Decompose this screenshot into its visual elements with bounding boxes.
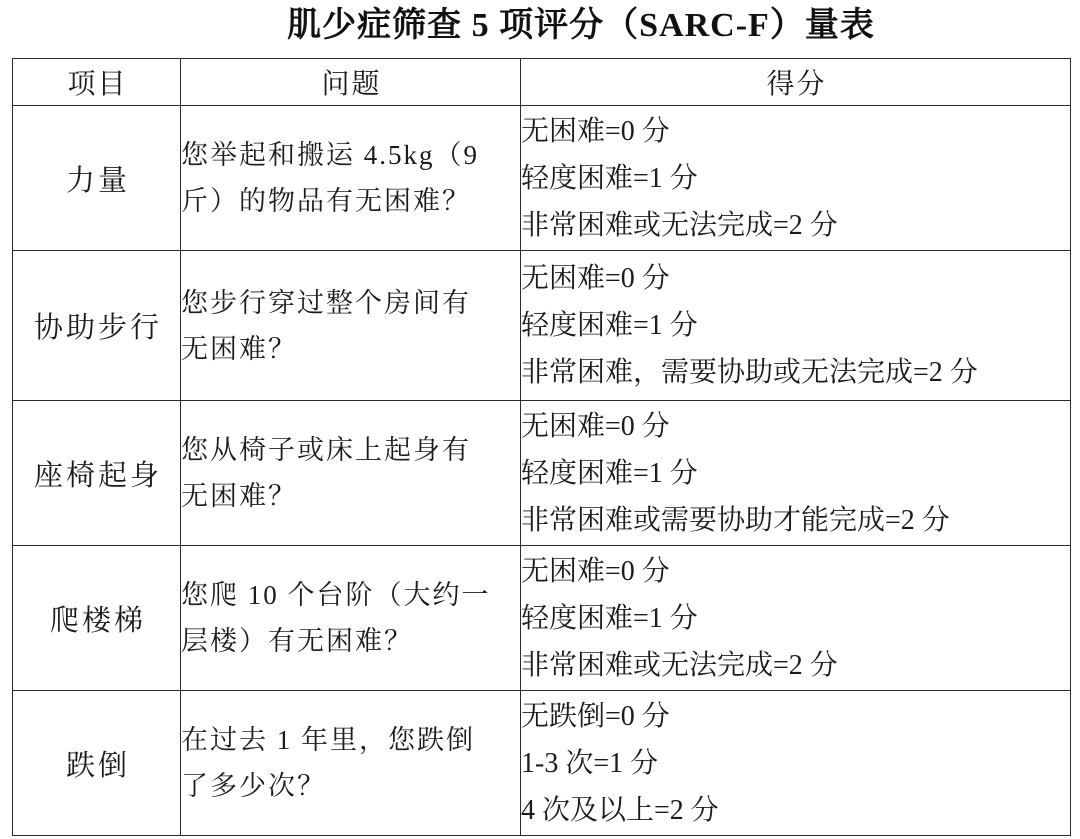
question-cell (181, 251, 521, 401)
question-cell (181, 106, 521, 251)
score-line: 无困难=0 分 (521, 410, 670, 442)
score-cell (521, 546, 1071, 691)
item-cell: 座椅起身 (13, 401, 181, 546)
table-row-climb-stairs (13, 546, 1071, 691)
item-cell: 力量 (13, 106, 181, 251)
score-line: 1-3 次=1 分 (521, 747, 659, 779)
score-cell (521, 401, 1071, 546)
sarc-f-table (12, 58, 1071, 836)
question-line: 您爬 10 个台阶（大约一 (181, 580, 491, 610)
item-cell: 协助步行 (13, 251, 181, 401)
question-cell (181, 401, 521, 546)
score-line: 4 次及以上=2 分 (521, 794, 719, 826)
question-line: 您步行穿过整个房间有 (181, 287, 471, 318)
table-row-strength (13, 106, 1071, 251)
item-cell: 爬楼梯 (13, 546, 181, 691)
score-cell (521, 691, 1071, 836)
question-cell (181, 546, 521, 691)
score-line: 非常困难，需要协助或无法完成=2 分 (521, 357, 978, 388)
score-line: 轻度困难=1 分 (521, 457, 698, 489)
score-line: 无困难=0 分 (521, 555, 670, 587)
question-line: 您从椅子或床上起身有 (181, 435, 471, 465)
question-line: 层楼）有无困难？ (181, 626, 413, 656)
score-line: 无困难=0 分 (521, 115, 670, 147)
score-line: 非常困难或无法完成=2 分 (521, 649, 838, 681)
score-cell (521, 251, 1071, 401)
table-row-walking-assistance (13, 251, 1071, 401)
question-line: 无困难？ (181, 481, 297, 511)
document-title: 肌少症筛查 5 项评分（SARC-F）量表 (287, 7, 875, 44)
question-line: 无困难？ (181, 333, 297, 364)
score-line: 无困难=0 分 (521, 263, 670, 294)
question-line: 斤）的物品有无困难？ (181, 186, 471, 216)
score-line: 轻度困难=1 分 (521, 602, 698, 634)
item-cell: 跌倒 (13, 691, 181, 836)
table-row-rise-from-chair (13, 401, 1071, 546)
score-line: 非常困难或需要协助才能完成=2 分 (521, 504, 950, 536)
question-line: 在过去 1 年里，您跌倒 (181, 725, 475, 755)
header-score: 得分 (521, 59, 1071, 106)
score-line: 非常困难或无法完成=2 分 (521, 209, 838, 241)
header-row (13, 59, 1071, 106)
header-item: 项目 (13, 59, 181, 106)
score-line: 轻度困难=1 分 (521, 310, 698, 341)
question-line: 了多少次？ (181, 771, 326, 801)
score-cell (521, 106, 1071, 251)
question-line: 您举起和搬运 4.5kg（9 (181, 140, 479, 170)
question-cell (181, 691, 521, 836)
score-line: 轻度困难=1 分 (521, 162, 698, 194)
table-row-falls (13, 691, 1071, 836)
header-question: 问题 (181, 59, 521, 106)
score-line: 无跌倒=0 分 (521, 700, 670, 732)
